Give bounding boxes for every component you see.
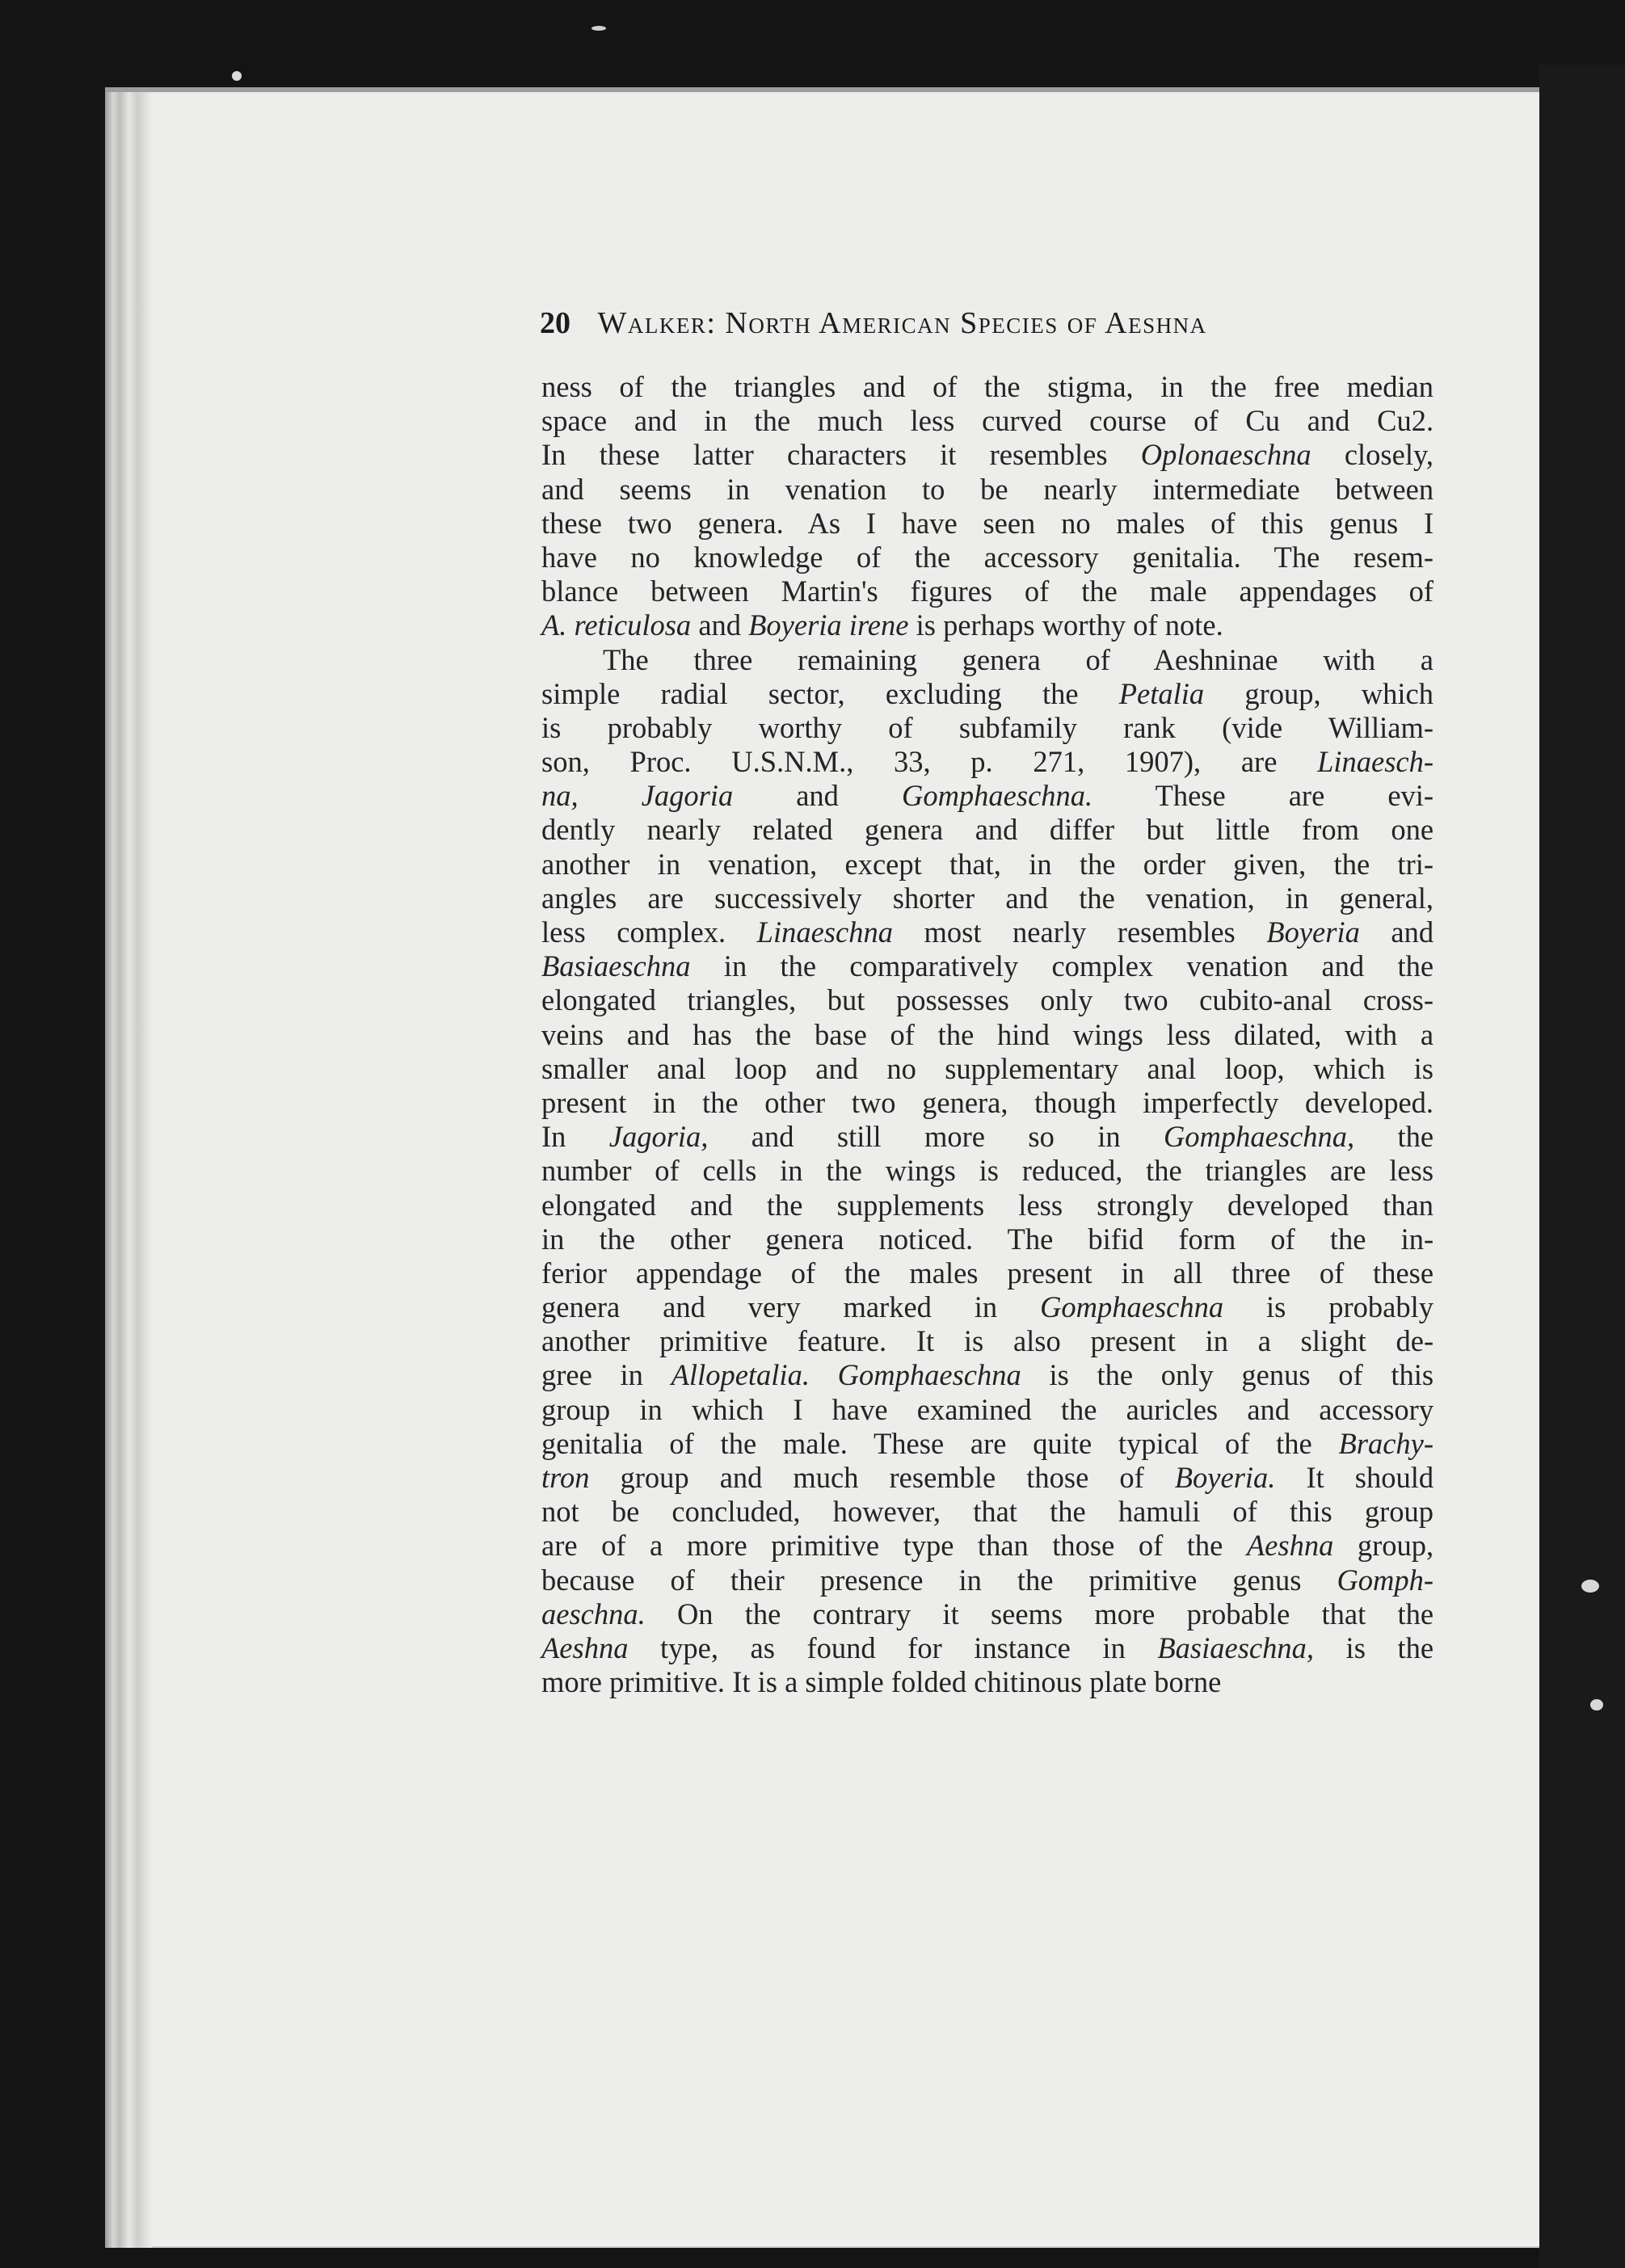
scan-speck: [1581, 1580, 1599, 1593]
text-line: genera and very marked in Gomphaeschna is probably: [541, 1290, 1433, 1324]
text-line: aeschna. On the contrary it seems more probable that the: [541, 1597, 1434, 1631]
running-title: Walker: North American Species of Aeshna: [597, 306, 1207, 340]
text-line: not be concluded, however, that the hamuli of this group: [541, 1495, 1433, 1529]
text-line: smaller anal loop and no supplementary anal loop, which is: [541, 1051, 1433, 1085]
text-line: in the other genera noticed. The bifid form of the in-: [541, 1222, 1434, 1256]
running-header: [540, 305, 1356, 346]
page-right-shadow: [1539, 65, 1625, 2268]
scan-speck: [1590, 1699, 1603, 1710]
text-line: ferior appendage of the males present in all three of these: [541, 1256, 1434, 1290]
text-line: Basiaeschna in the comparatively complex venation and the: [541, 949, 1434, 983]
text-line: another in venation, except that, in the order given, the tri-: [541, 847, 1434, 881]
text-line: more primitive. It is a simple folded chitinous plate borne: [541, 1665, 1222, 1699]
text-line: simple radial sector, excluding the Petalia group, which: [541, 676, 1433, 710]
text-line: Aeshna type, as found for instance in Basiaeschna, is the: [541, 1631, 1434, 1664]
text-line: na, Jagoria and Gomphaeschna. These are evi-: [541, 779, 1434, 813]
text-line: are of a more primitive type than those of the Aeshna group,: [541, 1529, 1434, 1563]
text-line: present in the other two genera, though imperfectly developed.: [541, 1085, 1434, 1119]
text-line: dently nearly related genera and differ but little from one: [541, 813, 1434, 847]
text-line: veins and has the base of the hind wings less dilated, with a: [541, 1017, 1434, 1051]
text-line: group in which I have examined the auricles and accessory: [541, 1392, 1434, 1426]
body-text: [541, 370, 1433, 1699]
text-line: angles are successively shorter and the venation, in general,: [541, 881, 1434, 915]
text-line: ness of the triangles and of the stigma, in the free median: [541, 370, 1434, 403]
text-line: another primitive feature. It is also present in a slight de-: [541, 1324, 1434, 1358]
text-line: have no knowledge of the accessory genitalia. The resem-: [541, 540, 1434, 574]
text-line: these two genera. As I have seen no males of this genus I: [541, 506, 1434, 540]
text-line: gree in Allopetalia. Gomphaeschna is the only genus of this: [541, 1358, 1434, 1392]
text-line: and seems in venation to be nearly intermediate between: [541, 472, 1434, 506]
text-line: elongated triangles, but possesses only two cubito-anal cross-: [541, 983, 1434, 1017]
text-line: The three remaining genera of Aeshninae with a: [603, 642, 1433, 676]
text-line: In Jagoria, and still more so in Gomphaeschna, the: [541, 1120, 1434, 1154]
text-line: genitalia of the male. These are quite typical of the Brachy-: [541, 1426, 1434, 1460]
text-line: elongated and the supplements less strongly developed than: [541, 1188, 1434, 1222]
text-line: A. reticulosa and Boyeria irene is perhaps worthy of note.: [541, 608, 1223, 642]
text-line: In these latter characters it resembles Oplonaeschna closely,: [541, 438, 1433, 472]
text-line: blance between Martin's figures of the male appendages of: [541, 574, 1434, 608]
text-line: space and in the much less curved course of Cu and Cu2.: [541, 404, 1434, 438]
text-line: less complex. Linaeschna most nearly resembles Boyeria and: [541, 915, 1434, 949]
text-line: tron group and much resemble those of Boyeria. It should: [541, 1461, 1434, 1494]
page-number: 20: [540, 306, 570, 340]
text-line: is probably worthy of subfamily rank (vide William-: [541, 710, 1434, 744]
text-line: son, Proc. U.S.N.M., 33, p. 271, 1907), are Linaesch-: [541, 745, 1434, 779]
scan-speck: [591, 26, 606, 31]
scan-speck: [232, 71, 242, 81]
page-gutter-edge: [105, 90, 152, 2248]
page-top-edge: [105, 87, 1556, 92]
text-line: because of their presence in the primitive genus Gomph-: [541, 1563, 1434, 1597]
text-line: number of cells in the wings is reduced, the triangles are less: [541, 1154, 1434, 1188]
